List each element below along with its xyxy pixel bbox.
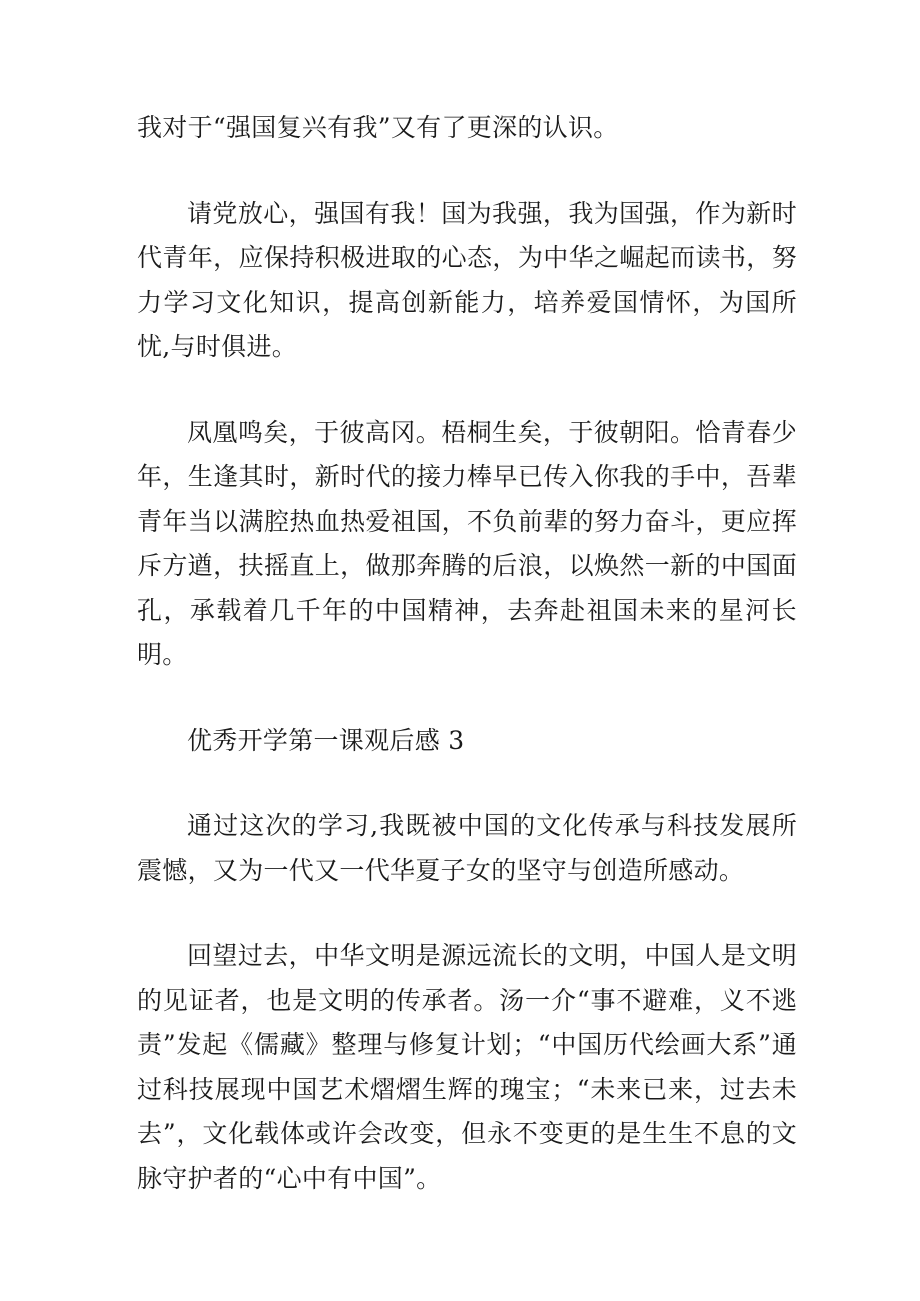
paragraph-looking-back: 回望过去，中华文明是源远流长的文明，中国人是文明的见证者，也是文明的传承者。汤一介“事不避难，义不逃责”发起《儒藏》整理与修复计划；“中国历代绘画大系”通过科技展现中国艺术熠熠生辉的瑰宝；“未来已来，过去未去”，文化载体或许会改变，但永不变更的是生生不息的文脉守护者的“心中有中国”。 — [137, 941, 797, 1193]
paragraph-phoenix: 凤凰鸣矣，于彼高冈。梧桐生矣，于彼朝阳。恰青春少年，生逢其时，新时代的接力棒早已传入你我的手中，吾辈青年当以满腔热血热爱祖国，不负前辈的努力奋斗，更应挥斥方遒，扶摇直上，做那奔腾的后浪，以焕然一新的中国面孔，承载着几千年的中国精神，去奔赴祖国未来的星河长明。 — [137, 417, 797, 669]
paragraph-learning: 通过这次的学习,我既被中国的文化传承与科技发展所震憾，又为一代又一代华夏子女的坚守与创造所感动。 — [137, 811, 797, 885]
document-body — [137, 106, 797, 1242]
paragraph-pledge: 请党放心，强国有我！国为我强，我为国强，作为新时代青年，应保持积极进取的心态，为中华之崛起而读书，努力学习文化知识，提高创新能力，培养爱国情怀，为国所忧,与时俱进。 — [137, 198, 797, 361]
paragraph-continuation: 我对于“强国复兴有我”又有了更深的认识。 — [137, 113, 619, 142]
section-heading: 优秀开学第一课观后感 3 — [187, 725, 465, 755]
